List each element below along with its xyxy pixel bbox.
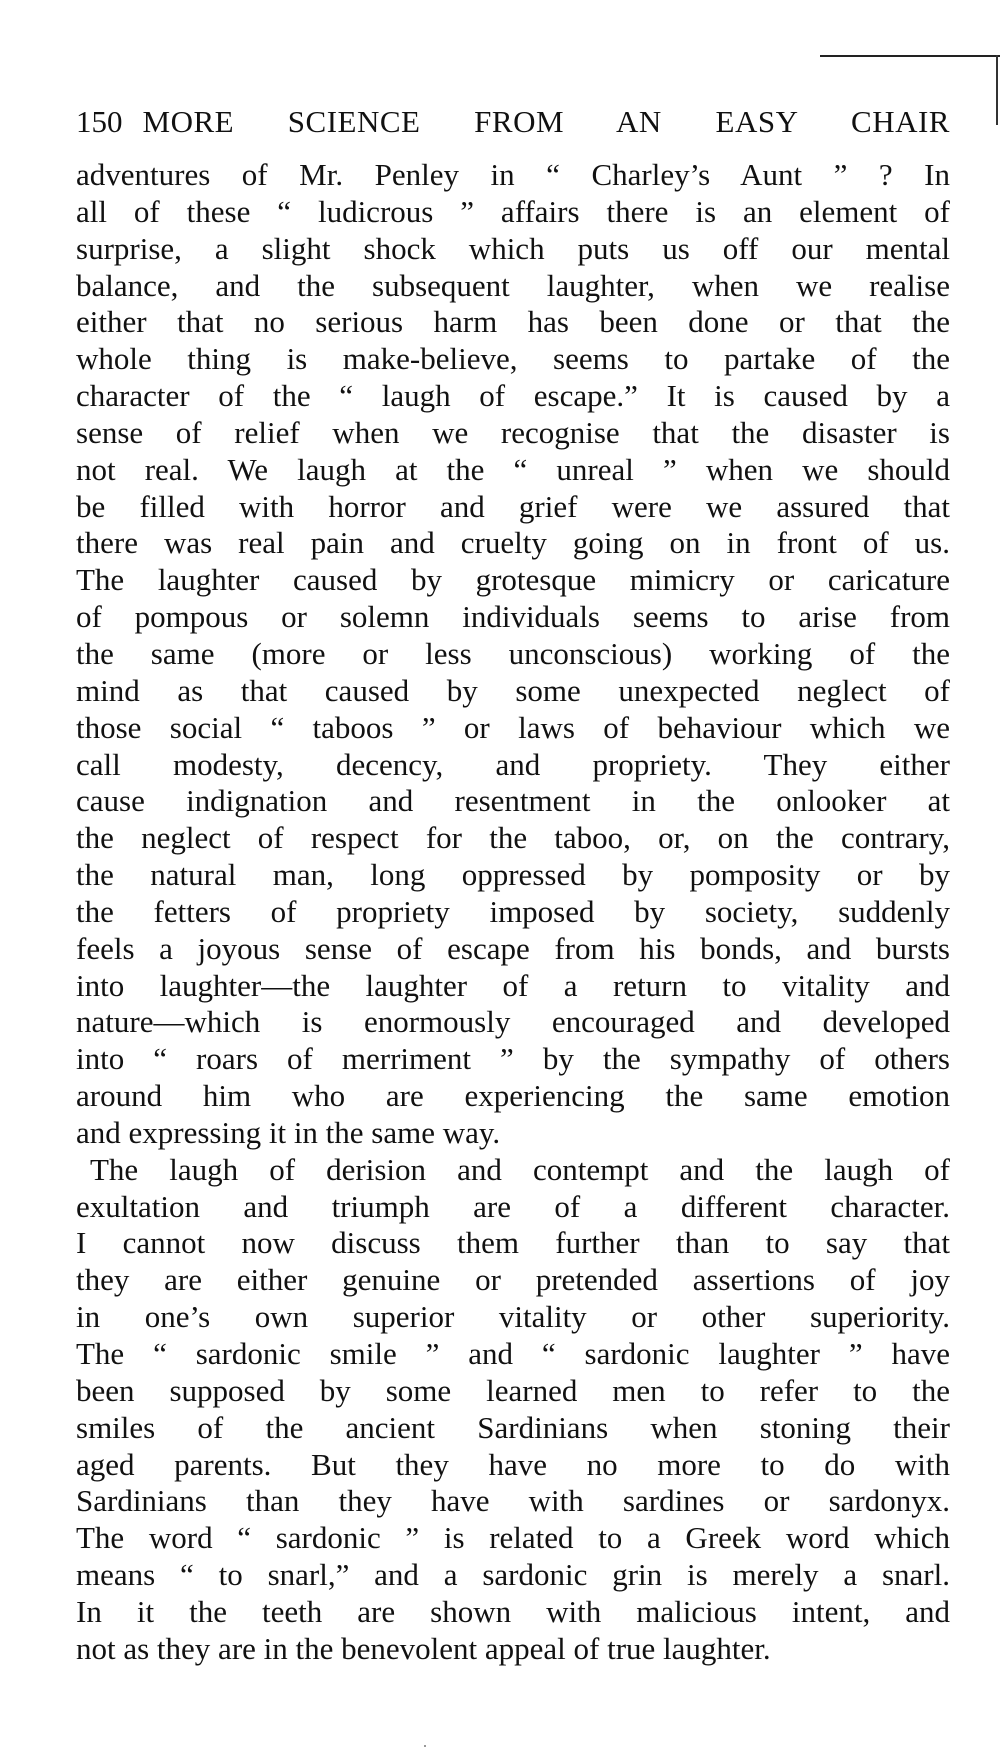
text-line: surprise, a slight shock which puts us off our mental bbox=[76, 230, 950, 266]
text-line: smiles of the ancient Sardinians when stoning their bbox=[76, 1409, 950, 1445]
text-line: mind as that caused by some unexpected neglect of bbox=[76, 672, 950, 708]
text-line: and expressing it in the same way. bbox=[76, 1114, 501, 1150]
page-edge-line bbox=[820, 55, 1000, 57]
text-line: be filled with horror and grief were we assured that bbox=[76, 488, 950, 524]
text-line: cause indignation and resentment in the onlooker at bbox=[76, 783, 950, 819]
text-line: there was real pain and cruelty going on in front of us. bbox=[76, 525, 950, 561]
text-line: the natural man, long oppressed by pomposity or by bbox=[76, 857, 950, 893]
text-line: adventures of Mr. Penley in “ Charley’s Aunt ” ? In bbox=[76, 157, 950, 192]
text-line: in one’s own superior vitality or other superiority. bbox=[76, 1299, 950, 1335]
page-edge-line-vertical bbox=[996, 55, 998, 125]
text-line: either that no serious harm has been done or that the bbox=[76, 304, 950, 340]
text-line: of pompous or solemn individuals seems to arise from bbox=[76, 599, 950, 635]
text-line: not real. We laugh at the “ unreal ” when we should bbox=[76, 451, 950, 487]
text-line: all of these “ ludicrous ” affairs there is an element of bbox=[76, 193, 950, 229]
text-line: the same (more or less unconscious) working of the bbox=[76, 635, 950, 671]
running-title: MORE SCIENCE FROM AN EASY CHAIR bbox=[142, 104, 950, 139]
text-line: whole thing is make-believe, seems to partake of the bbox=[76, 341, 950, 377]
text-line: feels a joyous sense of escape from his bonds, and bursts bbox=[76, 930, 950, 966]
text-line: around him who are experiencing the same emotion bbox=[76, 1078, 950, 1114]
scan-speck bbox=[424, 1745, 426, 1747]
text-line: the neglect of respect for the taboo, or, on the contrary, bbox=[76, 820, 950, 856]
text-line: exultation and triumph are of a different character. bbox=[76, 1188, 950, 1224]
text-line: The word “ sardonic ” is related to a Greek word which bbox=[76, 1520, 950, 1556]
text-line: those social “ taboos ” or laws of behaviour which we bbox=[76, 709, 950, 745]
page-body-text bbox=[76, 157, 950, 1668]
text-line: means “ to snarl,” and a sardonic grin is merely a snarl. bbox=[76, 1557, 950, 1593]
text-line: character of the “ laugh of escape.” It is caused by a bbox=[76, 378, 950, 414]
text-line: I cannot now discuss them further than to say that bbox=[76, 1225, 950, 1261]
text-line: been supposed by some learned men to refer to the bbox=[76, 1372, 950, 1408]
text-line: Sardinians than they have with sardines or sardonyx. bbox=[76, 1483, 950, 1519]
text-line: The laugh of derision and contempt and the laugh of bbox=[90, 1151, 950, 1187]
text-line: not as they are in the benevolent appeal of true laughter. bbox=[76, 1630, 771, 1666]
text-line: into “ roars of merriment ” by the sympathy of others bbox=[76, 1041, 950, 1077]
text-line: the fetters of propriety imposed by society, suddenly bbox=[76, 893, 950, 929]
text-line: they are either genuine or pretended assertions of joy bbox=[76, 1262, 950, 1298]
paragraph bbox=[76, 1152, 950, 1668]
running-header bbox=[76, 104, 950, 140]
text-line: nature—which is enormously encouraged and developed bbox=[76, 1004, 950, 1040]
text-line: The “ sardonic smile ” and “ sardonic laughter ” have bbox=[76, 1336, 950, 1371]
text-line: into laughter—the laughter of a return to vitality and bbox=[76, 967, 950, 1003]
text-line: call modesty, decency, and propriety. They either bbox=[76, 746, 950, 782]
text-line: In it the teeth are shown with malicious intent, and bbox=[76, 1593, 950, 1629]
text-line: balance, and the subsequent laughter, when we realise bbox=[76, 267, 950, 303]
text-line: The laughter caused by grotesque mimicry or caricature bbox=[76, 562, 950, 598]
text-line: aged parents. But they have no more to do with bbox=[76, 1446, 950, 1482]
text-line: sense of relief when we recognise that the disaster is bbox=[76, 414, 950, 450]
page-number: 150 bbox=[76, 104, 123, 139]
paragraph bbox=[76, 157, 950, 1152]
